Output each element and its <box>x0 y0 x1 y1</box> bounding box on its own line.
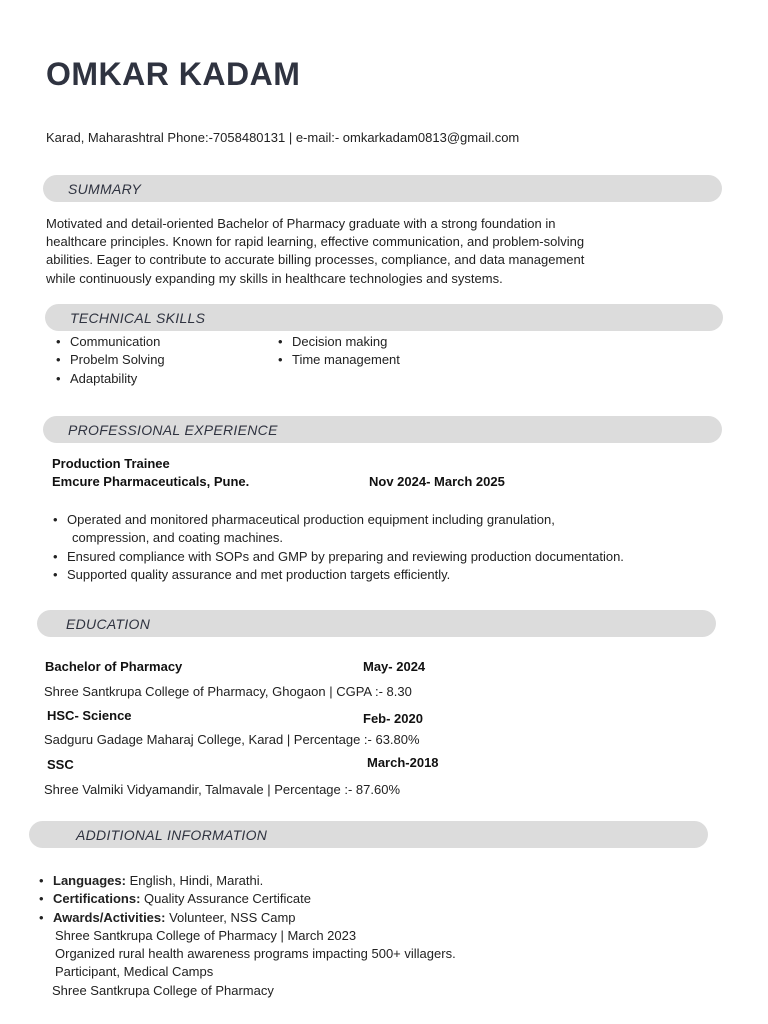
education-date: Feb- 2020 <box>363 711 423 726</box>
experience-bullets <box>51 511 624 584</box>
additional-item: • Languages: English, Hindi, Marathi. <box>37 872 311 890</box>
summary-line: while continuously expanding my skills in healthcare technologies and systems. <box>46 270 503 286</box>
activity-detail-line: Shree Santkrupa College of Pharmacy <box>52 983 274 998</box>
activity-detail-line: Organized rural health awareness programs impacting 500+ villagers. <box>55 946 456 961</box>
education-date: May- 2024 <box>363 659 426 674</box>
summary-text <box>46 215 706 288</box>
skills-list-right <box>276 333 400 370</box>
education-detail: Shree Valmiki Vidyamandir, Talmavale | Percentage :- 87.60% <box>44 782 401 797</box>
experience-section-bar <box>43 416 722 443</box>
experience-bullet: • Supported quality assurance and met production targets efficiently. <box>51 566 624 584</box>
experience-heading: PROFESSIONAL EXPERIENCE <box>68 422 278 438</box>
skill-item: • Decision making <box>276 333 400 351</box>
education-date: March-2018 <box>367 755 439 770</box>
summary-line: abilities. Eager to contribute to accurate billing processes, compliance, and data management <box>46 252 585 268</box>
additional-item: • Certifications: Quality Assurance Certificate <box>37 890 311 908</box>
summary-line: Motivated and detail-oriented Bachelor of Pharmacy graduate with a strong foundation in <box>46 216 556 231</box>
education-detail: Sadguru Gadage Maharaj College, Karad | Percentage :- 63.80% <box>44 732 420 747</box>
activity-detail-line: Participant, Medical Camps <box>55 964 214 979</box>
skills-section-bar <box>45 304 723 331</box>
experience-bullet: • Operated and monitored pharmaceutical production equipment including granulation, compression, and coating machines. <box>51 511 624 548</box>
summary-heading: SUMMARY <box>68 181 142 197</box>
activity-detail-line: Shree Santkrupa College of Pharmacy | March 2023 <box>55 928 357 943</box>
skill-item: • Probelm Solving <box>54 351 165 369</box>
experience-bullet-continuation: compression, and coating machines. <box>72 530 284 546</box>
skill-item: • Communication <box>54 333 165 351</box>
education-degree: Bachelor of Pharmacy <box>45 659 183 674</box>
skill-item: • Time management <box>276 351 400 369</box>
education-degree: SSC <box>47 757 74 772</box>
contact-line: Karad, Maharashtral Phone:-7058480131 | e-mail:- omkarkadam0813@gmail.com <box>46 130 520 145</box>
skill-item: • Adaptability <box>54 370 165 388</box>
additional-section-bar <box>29 821 708 848</box>
summary-section-bar <box>43 175 722 202</box>
additional-heading: ADDITIONAL INFORMATION <box>76 827 268 843</box>
education-degree: HSC- Science <box>47 708 132 723</box>
additional-item: • Awards/Activities: Volunteer, NSS Camp <box>37 909 311 927</box>
education-detail: Shree Santkrupa College of Pharmacy, Ghogaon | CGPA :- 8.30 <box>44 684 412 699</box>
education-section-bar <box>37 610 716 637</box>
job-dates: Nov 2024- March 2025 <box>369 474 505 489</box>
experience-bullet: • Ensured compliance with SOPs and GMP by preparing and reviewing production documentation. <box>51 548 624 566</box>
job-role: Production Trainee <box>52 456 170 471</box>
additional-list <box>37 872 311 927</box>
skills-list-left <box>54 333 165 388</box>
skills-heading: TECHNICAL SKILLS <box>70 310 206 326</box>
summary-line: healthcare principles. Known for rapid learning, effective communication, and problem-solving <box>46 234 585 250</box>
candidate-name: OMKAR KADAM <box>46 56 301 92</box>
job-company: Emcure Pharmaceuticals, Pune. <box>52 474 250 489</box>
education-heading: EDUCATION <box>66 616 151 632</box>
